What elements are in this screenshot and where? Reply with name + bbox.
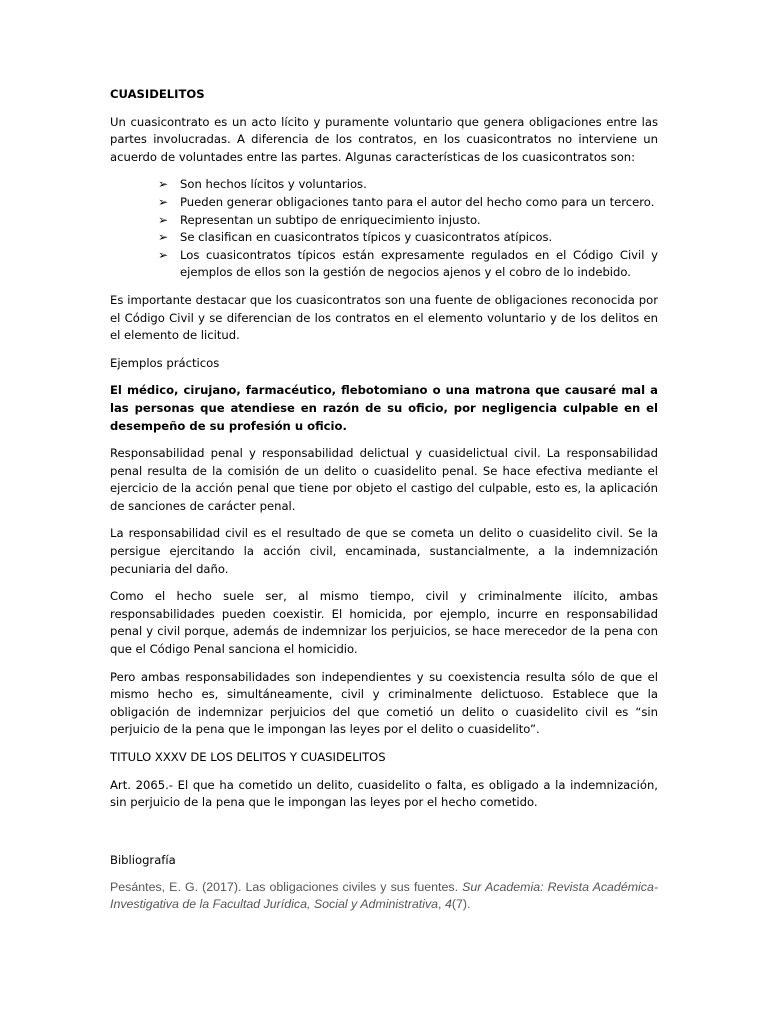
- citation-authors-title: Pesántes, E. G. (2017). Las obligaciones civiles y sus fuentes.: [110, 880, 463, 895]
- citation-separator: ,: [438, 896, 445, 911]
- list-item-text: Los cuasicontratos típicos están expresamente regulados en el Código Civil y ejemplos de ellos son la gestión de negocios ajenos y el cobro de lo indebido.: [180, 247, 658, 280]
- independence-paragraph: Pero ambas responsabilidades son independientes y su coexistencia resulta sólo de que el mismo hecho es, simultáneamente, civil y criminalmente delictuoso. Establece que la obligación de indemnizar perjuicios del que cometió un delito o cuasidelito civil es “sin perjuicio de la pena que le impongan las leyes por el delito o cuasidelito”.: [110, 669, 658, 737]
- civil-responsibility-paragraph: La responsabilidad civil es el resultado de que se cometa un delito o cuasidelito civil. Se la persigue ejercitando la acción civil, encaminada, sustancialmente, a la indemnización pecuniaria del daño.: [110, 526, 658, 576]
- citation-end: .: [467, 896, 471, 911]
- arrow-bullet-icon: ➢: [158, 212, 169, 227]
- list-item-text: Son hechos lícitos y voluntarios.: [180, 177, 367, 192]
- citation-volume: 4: [444, 896, 452, 911]
- list-item-text: Pueden generar obligaciones tanto para el autor del hecho como para un tercero.: [180, 194, 655, 209]
- intro-paragraph: Un cuasicontrato es un acto lícito y puramente voluntario que genera obligaciones entre las partes involucradas. A diferencia de los contratos, en los cuasicontratos no interviene un acuerdo de voluntades entre las partes. Algunas características de los cuasicontratos son:: [110, 114, 658, 164]
- section-spacer: [110, 822, 658, 852]
- article-2065-paragraph: Art. 2065.- El que ha cometido un delito, cuasidelito o falta, es obligado a la indemnización, sin perjuicio de la pena que le impongan las leyes por el hecho cometido.: [110, 777, 658, 810]
- citation-issue: (7): [451, 896, 467, 911]
- bibliography-entry: [110, 879, 658, 912]
- example-bold-paragraph: El médico, cirujano, farmacéutico, flebotomiano o una matrona que causaré mal a las personas que atendiese en razón de su oficio, por negligencia culpable en el desempeño de su profesión u oficio.: [110, 383, 658, 433]
- document-title: CUASIDELITOS: [110, 87, 205, 101]
- penal-responsibility-paragraph: Responsabilidad penal y responsabilidad delictual y cuasidelictual civil. La responsabilidad penal resulta de la comisión de un delito o cuasidelito penal. Se hace efectiva mediante el ejercicio de la acción penal que tiene por objeto el castigo del culpable, esto es, la aplicación de sanciones de carácter penal.: [110, 446, 658, 513]
- list-item: [158, 229, 658, 247]
- citation-journal: Sur Academia: Revista Académica-Investigativa de la Facultad Jurídica, Social y Administrativa: [110, 880, 659, 911]
- arrow-bullet-icon: ➢: [158, 194, 169, 209]
- list-item: [158, 247, 658, 282]
- importance-paragraph: Es importante destacar que los cuasicontratos son una fuente de obligaciones reconocida por el Código Civil y se diferencian de los contratos en el elemento voluntario y de los delitos en el elemento de licitud.: [110, 292, 658, 343]
- coexistence-paragraph: Como el hecho suele ser, al mismo tiempo, civil y criminalmente ilícito, ambas responsabilidades pueden coexistir. El homicida, por ejemplo, incurre en responsabilidad penal y civil porque, además de indemnizar los perjuicios, se hace merecedor de la pena con que el Código Penal sanciona el homicidio.: [110, 589, 658, 657]
- bibliography-heading: Bibliografía: [110, 852, 176, 867]
- document-page: [110, 86, 658, 912]
- list-item-text: Se clasifican en cuasicontratos típicos y cuasicontratos atípicos.: [180, 230, 553, 245]
- arrow-bullet-icon: ➢: [158, 177, 169, 192]
- examples-heading: Ejemplos prácticos: [110, 355, 220, 370]
- title-xxxv-heading: TITULO XXXV DE LOS DELITOS Y CUASIDELITOS: [110, 750, 386, 764]
- arrow-bullet-icon: ➢: [158, 247, 169, 262]
- list-item: [158, 176, 658, 194]
- list-item-text: Representan un subtipo de enriquecimiento injusto.: [180, 212, 481, 227]
- list-item: [158, 212, 658, 230]
- characteristics-list: [110, 176, 658, 282]
- list-item: [158, 194, 658, 212]
- arrow-bullet-icon: ➢: [158, 230, 169, 245]
